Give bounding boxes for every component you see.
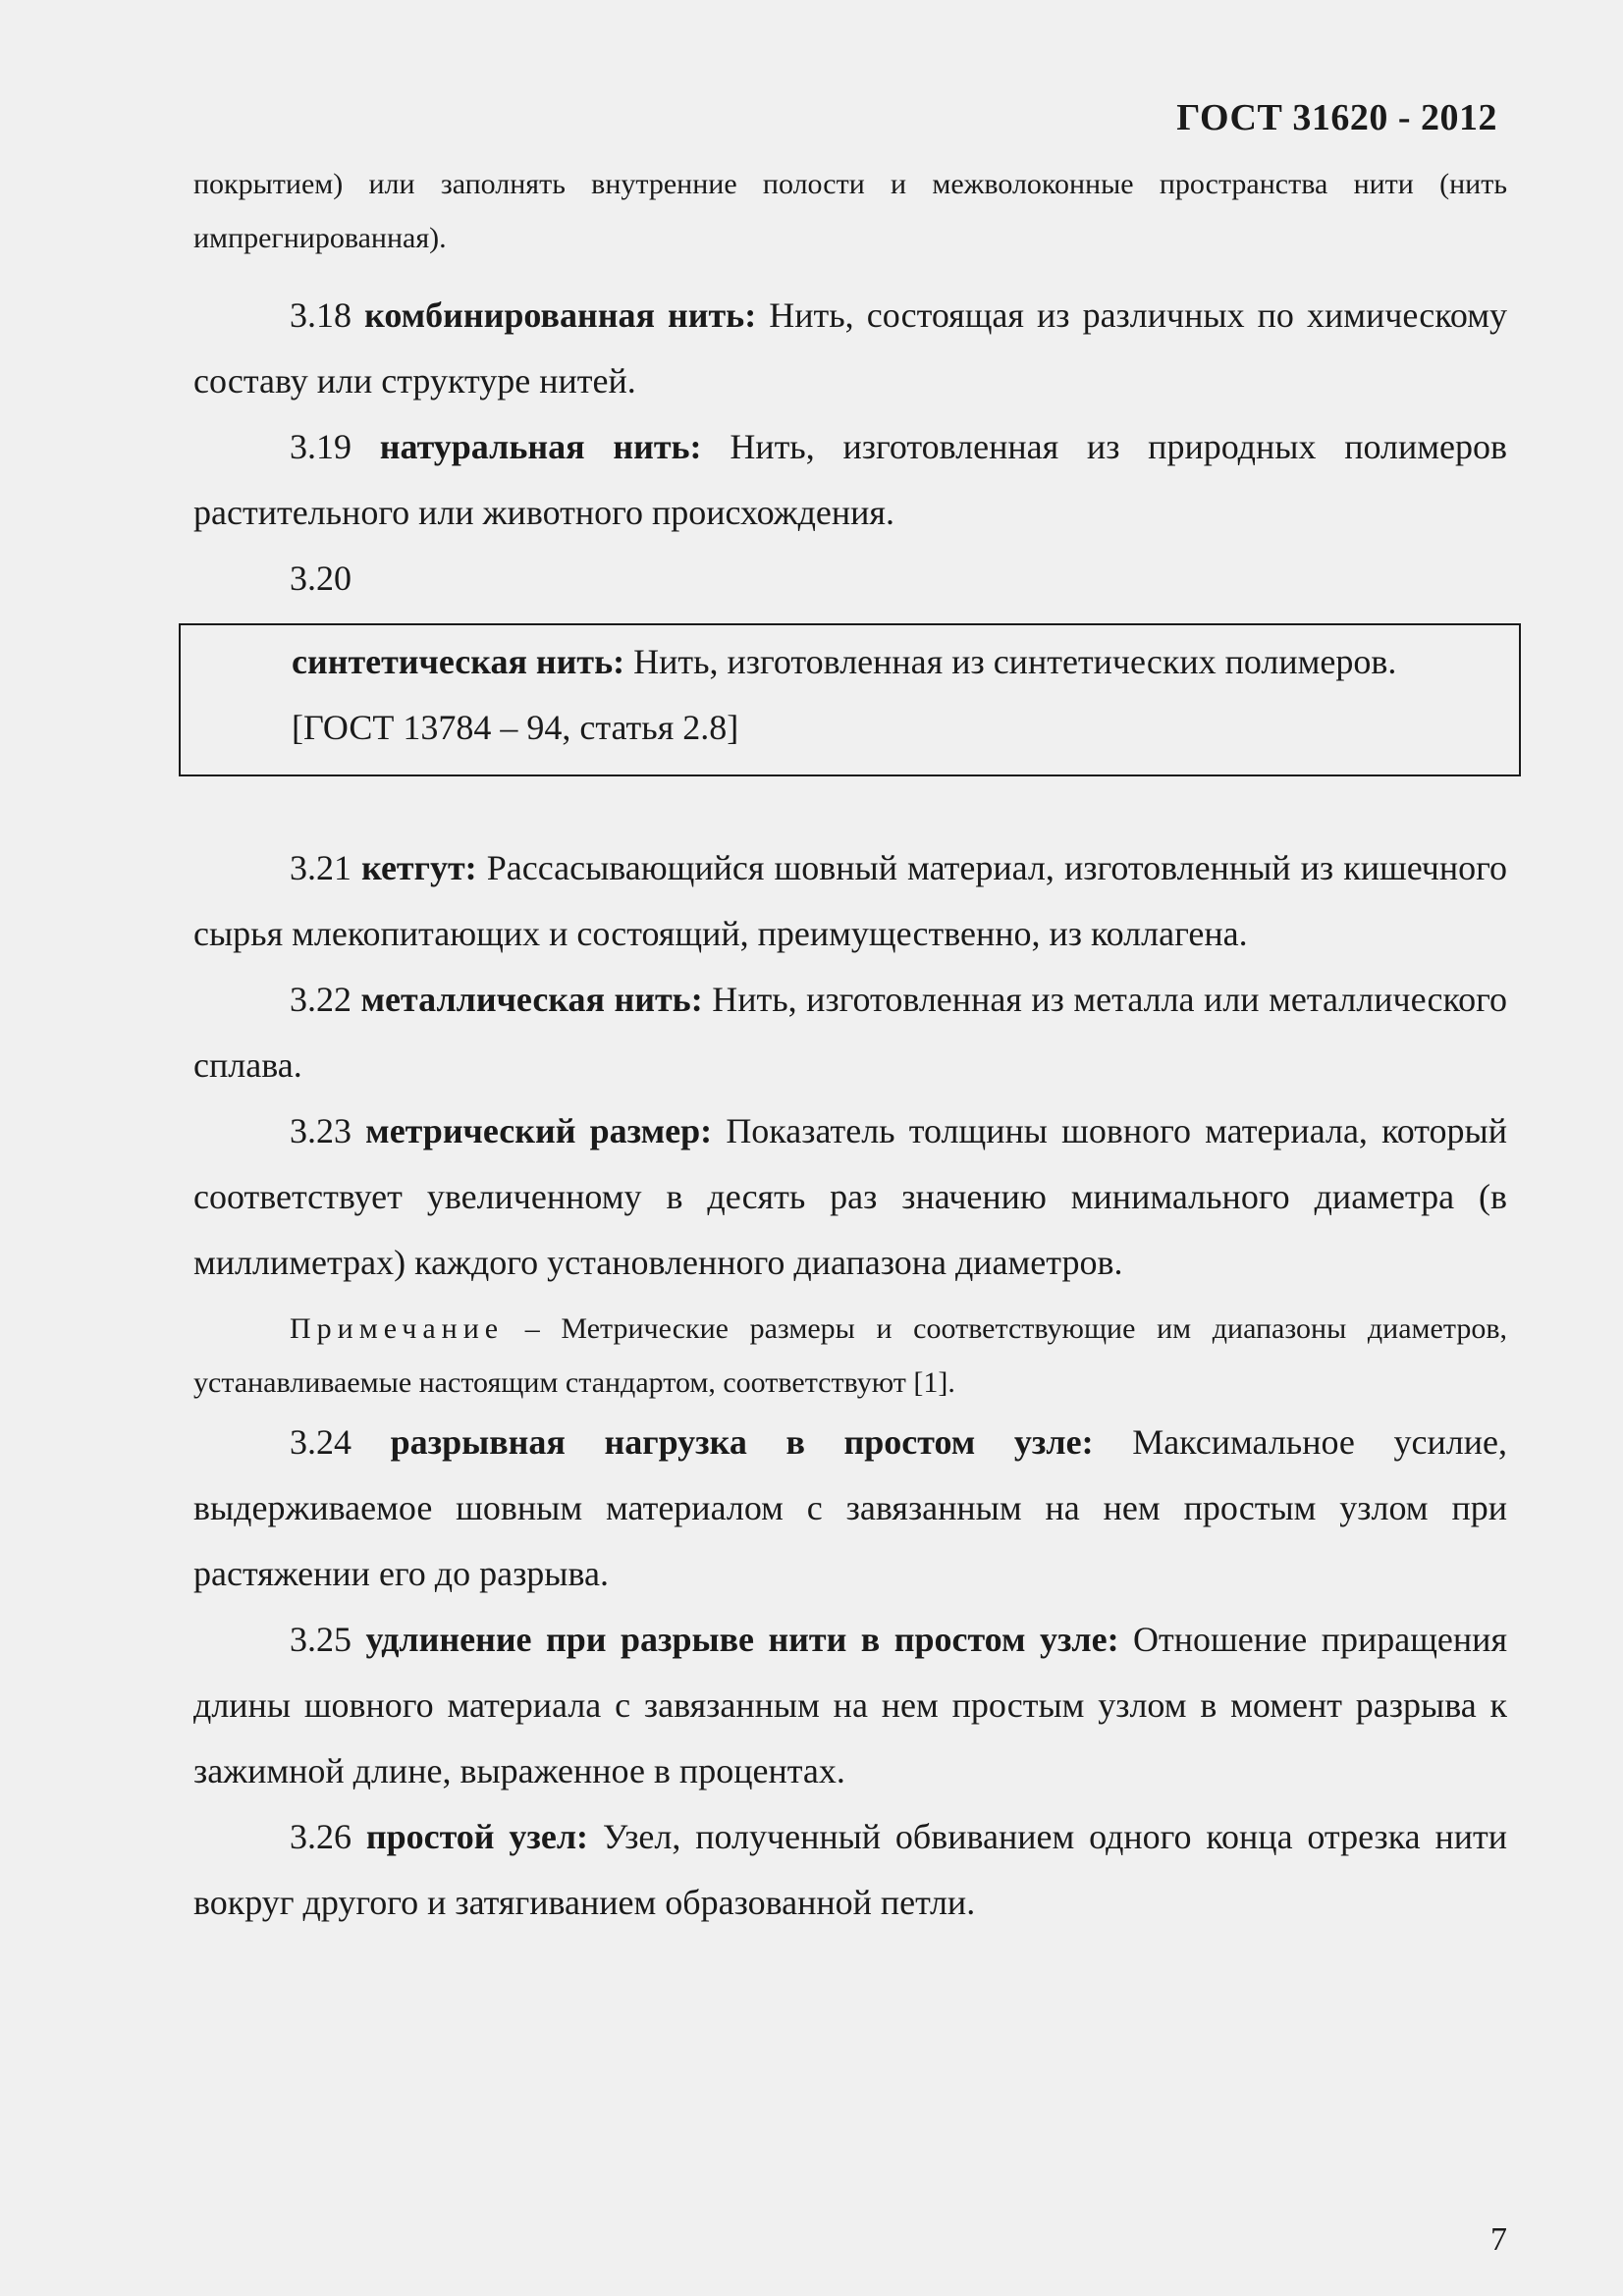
note-paragraph bbox=[193, 1302, 1507, 1410]
boxed-term-3-20 bbox=[179, 623, 1521, 776]
note-label: Примечание bbox=[290, 1312, 505, 1345]
term-3-24 bbox=[193, 1410, 1507, 1607]
term-3-21 bbox=[193, 835, 1507, 967]
term-definition: Показатель толщины шовного материала, который соответствует увеличенному в десять раз значению минимального диаметра (в миллиметрах) каждого установленного диапазона диаметров. bbox=[193, 1111, 1507, 1282]
term-definition: Отношение приращения длины шовного материала с завязанным на нем простым узлом в момент разрыва к зажимной длине, выраженное в процентах. bbox=[193, 1620, 1508, 1790]
term-title: кетгут: bbox=[361, 848, 477, 887]
term-definition: Нить, изготовленная из металла или металлического сплава. bbox=[193, 980, 1507, 1085]
term-3-22 bbox=[193, 967, 1507, 1098]
term-definition: Узел, полученный обвиванием одного конца отрезка нити вокруг другого и затягиванием образованной петли. bbox=[193, 1817, 1508, 1922]
document-standard-header: ГОСТ 31620 - 2012 bbox=[1176, 97, 1497, 138]
term-title: металлическая нить: bbox=[360, 980, 703, 1019]
spacer bbox=[193, 776, 1507, 835]
term-number: 3.22 bbox=[290, 980, 352, 1019]
term-title: комбинированная нить: bbox=[364, 295, 757, 335]
term-title: синтетическая нить: bbox=[292, 642, 625, 681]
term-number: 3.24 bbox=[290, 1422, 352, 1462]
term-source-reference: [ГОСТ 13784 – 94, статья 2.8] bbox=[292, 708, 739, 747]
boxed-term-line bbox=[292, 629, 1505, 695]
term-number: 3.25 bbox=[290, 1620, 352, 1659]
term-number: 3.18 bbox=[290, 295, 352, 335]
note-text: – Метрические размеры и соответствующие им диапазоны диаметров, устанавливаемые настоящим стандартом, соответствуют [1]. bbox=[193, 1312, 1507, 1399]
term-number: 3.19 bbox=[290, 427, 352, 466]
term-number: 3.26 bbox=[290, 1817, 352, 1856]
term-title: натуральная нить: bbox=[379, 427, 702, 466]
term-number: 3.21 bbox=[290, 848, 352, 887]
term-title: удлинение при разрыве нити в простом узле: bbox=[365, 1620, 1119, 1659]
term-number-3-20: 3.20 bbox=[290, 559, 352, 598]
term-title: разрывная нагрузка в простом узле: bbox=[390, 1422, 1094, 1462]
term-definition: Максимальное усилие, выдерживаемое шовным материалом с завязанным на нем простым узлом при растяжении его до разрыва. bbox=[193, 1422, 1507, 1593]
continuation-paragraph: покрытием) или заполнять внутренние полости и межволоконные пространства нити (нить импрегнированная). bbox=[193, 168, 1507, 254]
term-3-19 bbox=[193, 414, 1507, 546]
term-definition: Нить, изготовленная из синтетических полимеров. bbox=[633, 642, 1397, 681]
term-title: простой узел: bbox=[365, 1817, 589, 1856]
term-3-23 bbox=[193, 1098, 1507, 1296]
term-number: 3.23 bbox=[290, 1111, 352, 1150]
term-title: метрический размер: bbox=[365, 1111, 713, 1150]
term-definition: Нить, изготовленная из природных полимеров растительного или животного происхождения. bbox=[193, 427, 1507, 532]
term-definition: Рассасывающийся шовный материал, изготовленный из кишечного сырья млекопитающих и состоящий, преимущественно, из коллагена. bbox=[193, 848, 1508, 953]
term-3-26 bbox=[193, 1804, 1507, 1936]
term-3-18 bbox=[193, 283, 1507, 414]
document-body bbox=[193, 157, 1507, 1936]
page-number: 7 bbox=[1490, 2221, 1507, 2258]
term-3-25 bbox=[193, 1607, 1507, 1804]
term-definition: Нить, состоящая из различных по химическому составу или структуре нитей. bbox=[193, 295, 1507, 400]
